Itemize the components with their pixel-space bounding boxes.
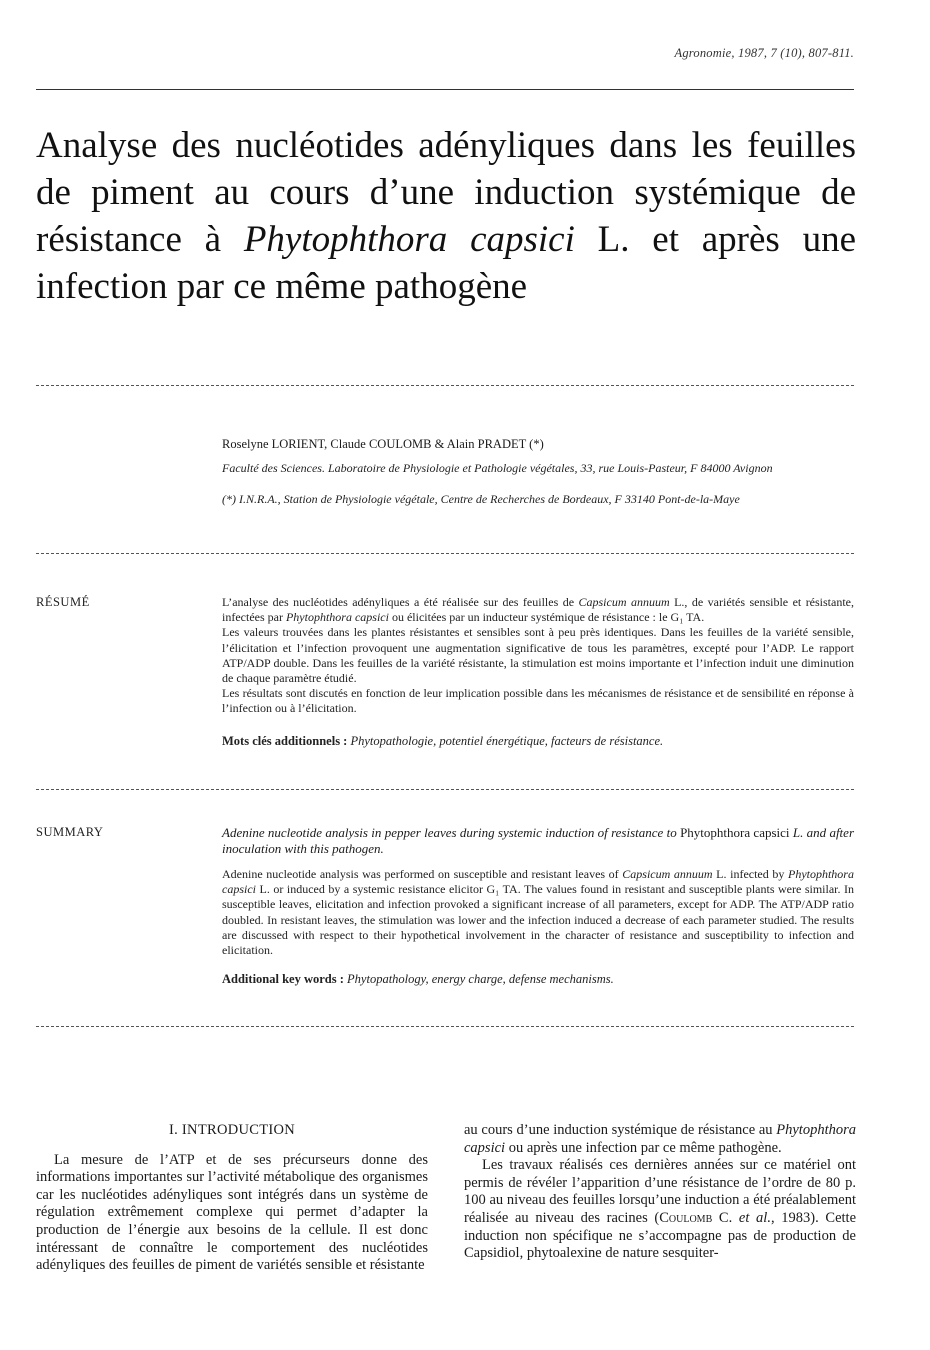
header-rule bbox=[36, 89, 854, 90]
separator-rule bbox=[36, 385, 854, 386]
article-title: Analyse des nucléotides adényliques dans les feuilles de piment au cours d’une induction systémique de résistance à Phytophthora capsici L. et après une infection par ce même pathogène bbox=[36, 125, 856, 307]
separator-rule bbox=[36, 789, 854, 790]
intro-left-column: I. INTRODUCTION La mesure de l’ATP et de ses précurseurs donne des informations importantes sur l’activité métabolique des organismes car les nucléotides adényliques sont intégrés dans un système de régulation extrêmement complexe qui permet d’adapter la production de l’énergie aux besoins de la cellule. Il est donc intéressant de connaître le comportement des nucléotides adényliques des feuilles de piment de variétés sensible et résistante bbox=[36, 1122, 428, 1274]
resume-label: RÉSUMÉ bbox=[36, 595, 90, 609]
separator-rule bbox=[36, 553, 854, 554]
summary-title: Adenine nucleotide analysis in pepper leaves during systemic induction of resistance to Phytophthora capsici L. and after inoculation with this pathogen. bbox=[222, 825, 854, 856]
summary-keywords: Additional key words : Phytopathology, energy charge, defense mechanisms. bbox=[222, 972, 614, 986]
resume-text: L’analyse des nucléotides adényliques a été réalisée sur des feuilles de Capsicum annuum L., de variétés sensible et résistante, infectées par Phytophthora capsici ou élicitées par un inducteur systémique de résistance : le G₁ TA. Les valeurs trouvées dans les plantes résistantes et sensibles sont à peu près identiques. Dans les feuilles de la variété sensible, l’élicitation et l’infection provoquent une augmentation significative de tous les paramètres, excepté pour l’ADP. Le rapport ATP/ADP double. Dans les feuilles de la variété résistante, la stimulation est moins importante et l’infection induit une diminution de chaque paramètre étudié. Les résultats sont discutés en fonction de leur implication possible dans les mécanismes de résistance et de sensibilité en réponse à l’infection ou à l’élicitation. bbox=[222, 595, 855, 716]
journal-citation: Agronomie, 1987, 7 (10), 807-811. bbox=[674, 46, 854, 60]
affiliation-2: (*) I.N.R.A., Station de Physiologie végétale, Centre de Recherches de Bordeaux, F 33140 Pont-de-la-Maye bbox=[222, 492, 740, 506]
intro-heading: I. INTRODUCTION bbox=[168, 1122, 296, 1138]
intro-right-column: au cours d’une induction systémique de résistance au Phytophthora capsici ou après une infection par ce même pathogène. Les travaux réalisés ces dernières années sur ce matériel ont permis de révéler l’apparition d’une résistance de l’ordre de 80 p. 100 au niveau des feuilles lorsqu’une induction a été préalablement réalisée au niveau des racines (Coulomb C. et al., 1983). Cette induction non spécifique ne s’accompagne pas de production de Capsidiol, phytoalexine de nature sesquiter- bbox=[464, 1122, 857, 1262]
separator-rule bbox=[36, 1026, 854, 1027]
resume-keywords: Mots clés additionnels : Phytopathologie, potentiel énergétique, facteurs de résistance. bbox=[222, 734, 664, 748]
authors: Roselyne LORIENT, Claude COULOMB & Alain PRADET (*) bbox=[222, 437, 544, 451]
summary-text: Adenine nucleotide analysis was performed on susceptible and resistant leaves of Capsicum annuum L. infected by Phytophthora capsici L. or induced by a systemic resistance elicitor G₁ TA. The values found in resistant and susceptible plants were similar. In susceptible leaves, elicitation and infection provoked a significant increase of all parameters, except for ADP. The ATP/ADP ratio doubled. In resistant leaves, the stimulation was lower and the infection induced a decrease of each parameter studied. The results are discussed with respect to their hypothetical involvement in the character of resistance and susceptibility to infection and elicitation. bbox=[222, 867, 854, 958]
summary-label: SUMMARY bbox=[36, 825, 104, 839]
affiliation-1: Faculté des Sciences. Laboratoire de Physiologie et Pathologie végétales, 33, rue Louis-Pasteur, F 84000 Avignon bbox=[222, 461, 773, 475]
